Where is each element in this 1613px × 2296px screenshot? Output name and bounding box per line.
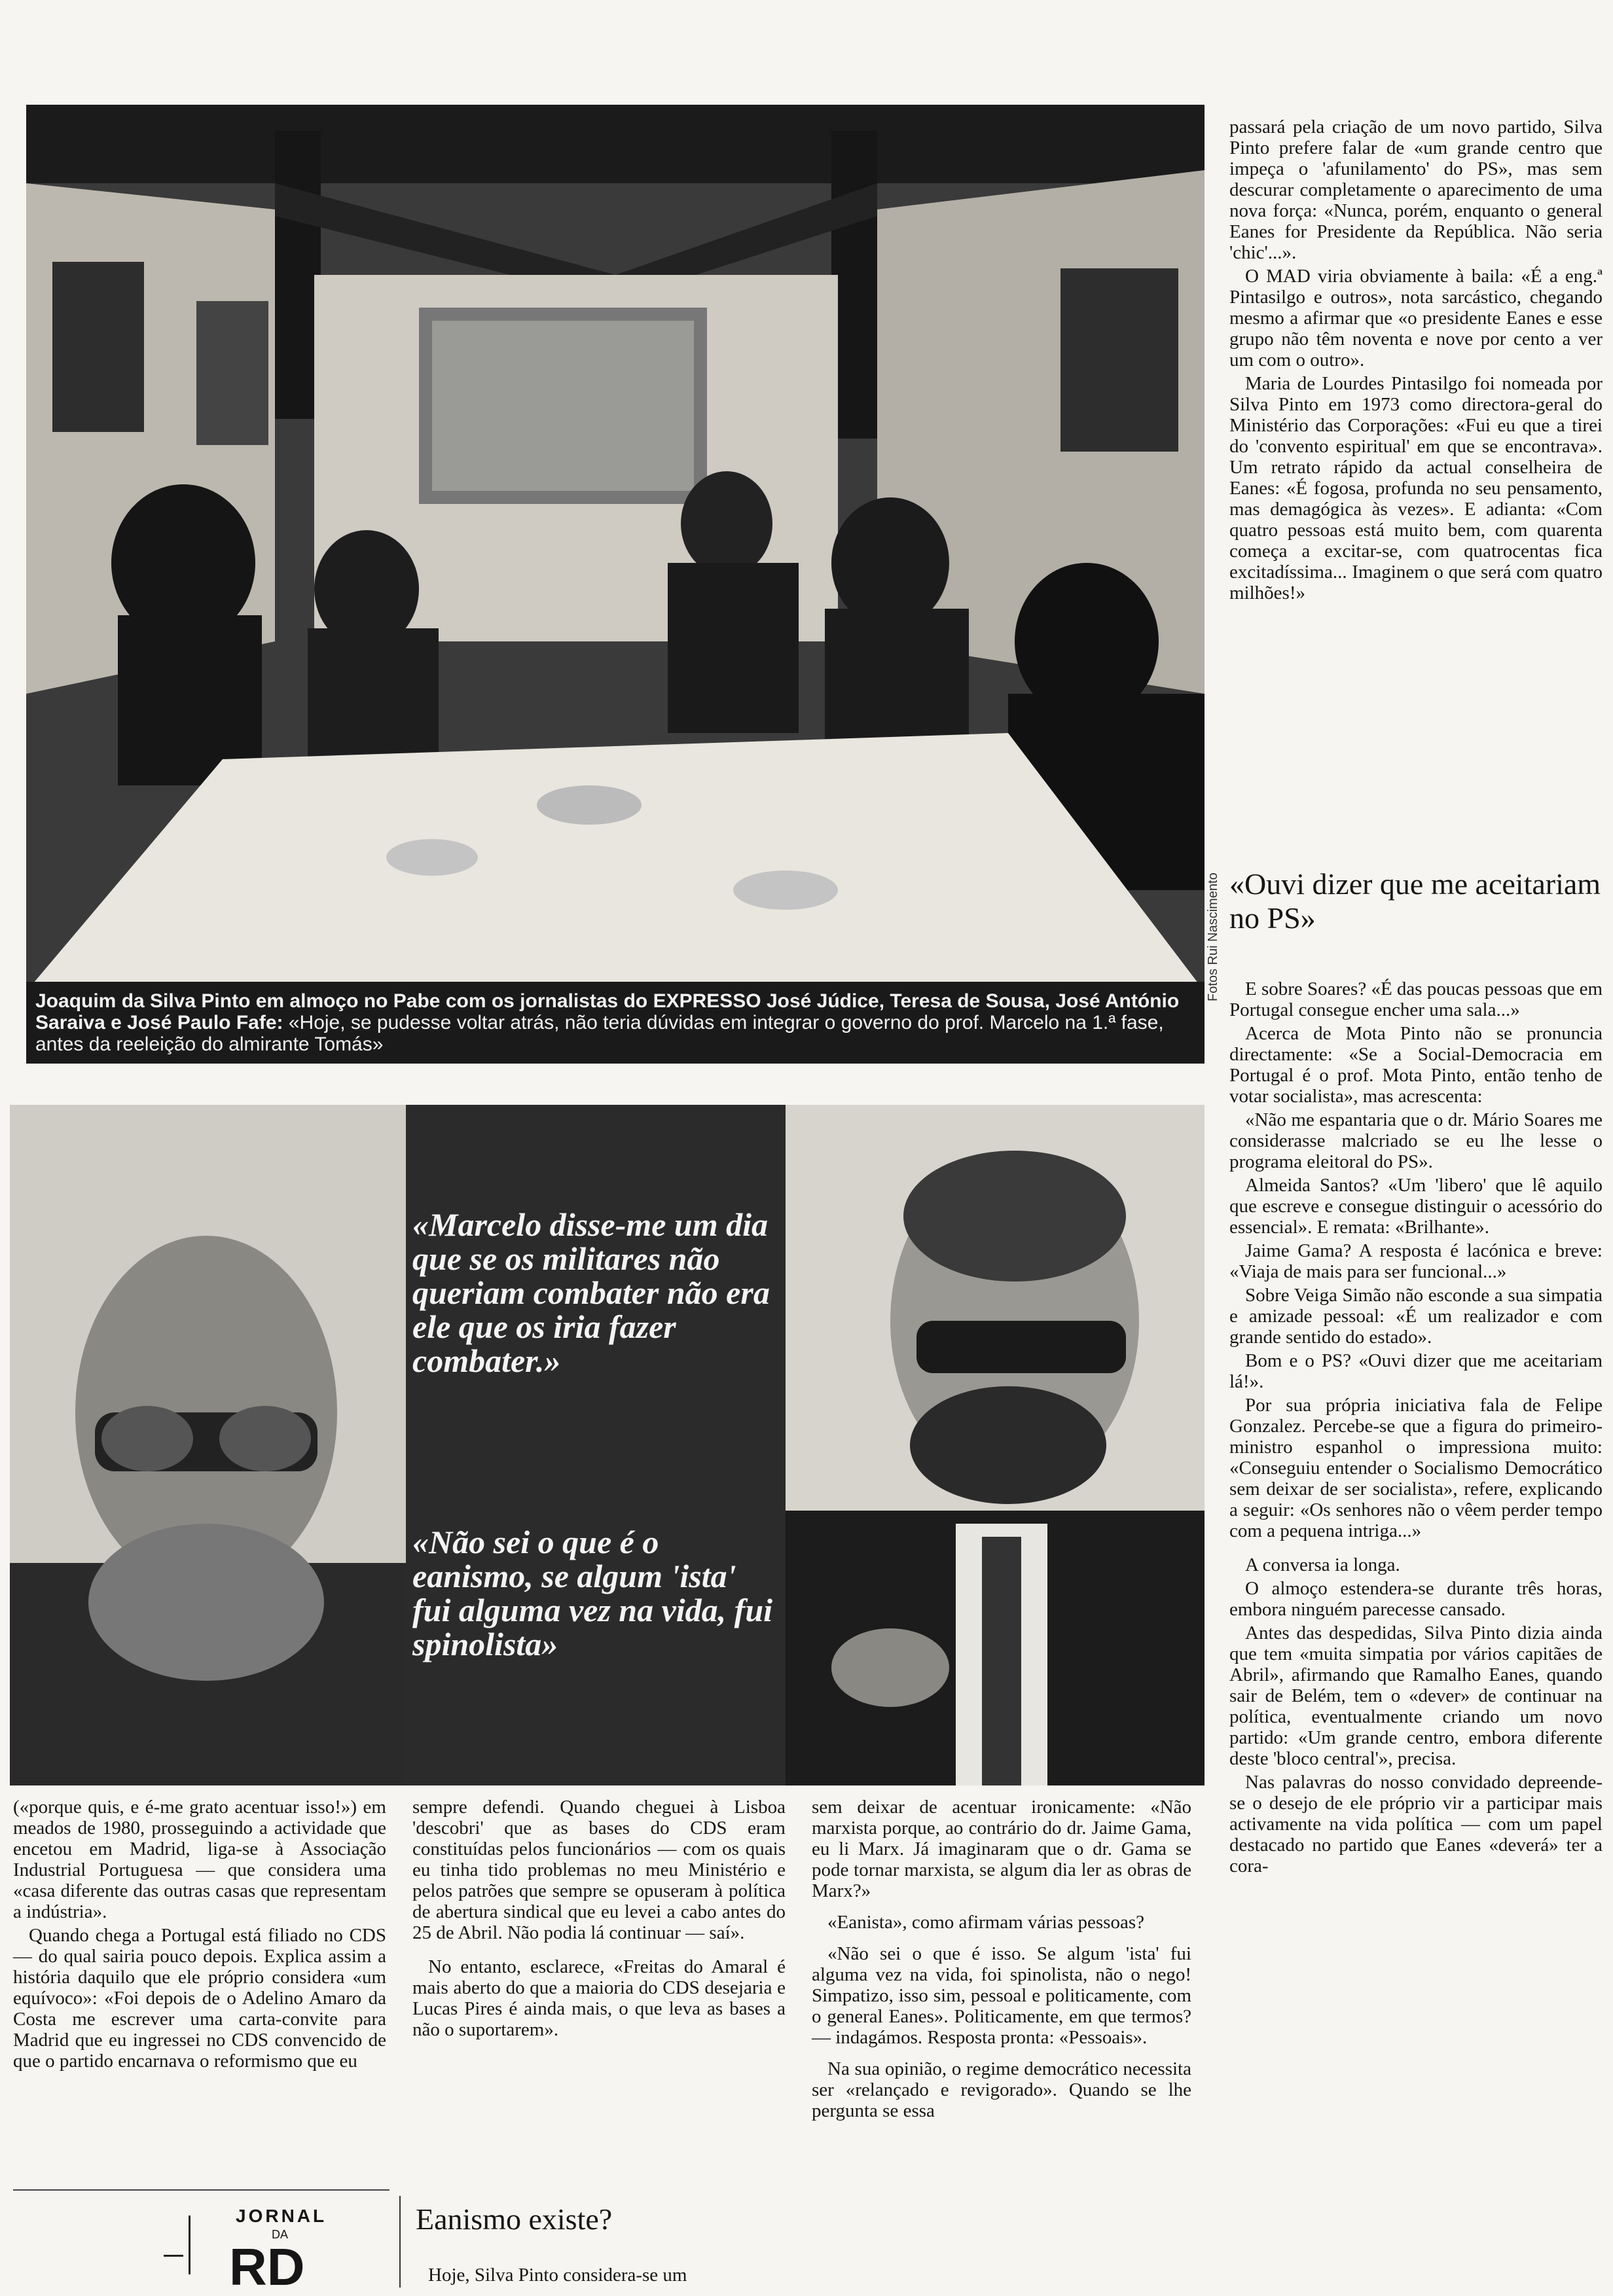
column-rule — [13, 2189, 390, 2191]
rc-paragraph: «Não me espantaria que o dr. Mário Soares me considerasse malcriado se eu lhe lesse o programa eleitoral do PS». — [1229, 1109, 1603, 1172]
bottom-column-1 — [13, 1797, 386, 2074]
rc-paragraph: Almeida Santos? «Um 'libero' que lê aquilo que escreve e consegue distinguir o acessório do essencial». E remata: «Brilhante». — [1229, 1175, 1603, 1238]
right-column-lower — [1229, 978, 1603, 1879]
rc-paragraph: Antes das despedidas, Silva Pinto dizia ainda que tem «muita simpatia por vários capitães de Abril», afirmando que Ramalho Eanes, quando sair de Belém, tem o «dever» de continuar na política, eventualmente criando um novo partido: «Um grande centro, embora diferente deste 'bloco central'», precisa. — [1229, 1623, 1603, 1769]
bc2-paragraph: No entanto, esclarece, «Freitas do Amaral é mais aberto do que a maioria do CDS desejaria e Lucas Pires é ainda mais, o que leva as bases a não o suportarem». — [412, 1956, 786, 2040]
top-photo — [26, 105, 1205, 992]
left-portrait-photo — [10, 1105, 406, 1785]
rc-paragraph: E sobre Soares? «É das poucas pessoas que em Portugal consegue encher uma sala...» — [1229, 978, 1603, 1020]
bc2-paragraph: sempre defendi. Quando cheguei à Lisboa 'descobri' que as bases do CDS eram constituídas pelos funcionários — com os quais eu tinha tido problemas no meu Ministério e pelos patrões que sempre se opuseram à política de abertura sindical que eu levei a cabo antes do 25 de Abril. Não podia lá continuar — saí». — [412, 1797, 786, 1943]
bc2-paragraph: Hoje, Silva Pinto considera-se um — [428, 2265, 687, 2286]
pull-quote-marcelo: «Marcelo disse-me um dia que se os militares não queriam combater não era ele que os iria fazer combater.» — [412, 1206, 770, 1379]
logo-dash — [164, 2255, 183, 2257]
right-subhead: «Ouvi dizer que me aceitariam no PS» — [1229, 867, 1601, 935]
bottom-column-2 — [412, 1797, 786, 2043]
logo-letters: RD — [229, 2238, 305, 2296]
rc-paragraph: passará pela criação de um novo partido, Silva Pinto prefere falar de «um grande centro que impeça o 'afunilamento' do PS», mas sem descurar completamente o aparecimento de uma nova força: «Nunca, porém, enquanto o general Eanes for Presidente da República. Não seria 'chic'...». — [1229, 117, 1603, 263]
bc3-paragraph: «Não sei o que é isso. Se algum 'ista' fui alguma vez na vida, foi spinolista, não o nego! Simpatizo, isso sim, pessoal e politicamente, com o general Eanes». Politicamente, em que termos? — indagámos. Resposta pronta: «Pessoais». — [812, 1943, 1191, 2048]
restaurant-lunch-photo — [26, 105, 1205, 992]
bc1-paragraph: Quando chega a Portugal está filiado no CDS — do qual sairia pouco depois. Explica assim a história daquilo que ele próprio considera «um equívoco»: «Foi depois de o Adelino Amaro da Costa me escrever uma carta-convite para Madrid que eu ingressei no CDS convencido de que o partido encarnava o reformismo que eu — [13, 1925, 386, 2072]
rc-paragraph: Nas palavras do nosso convidado depreende-se o desejo de ele próprio vir a participar mais activamente na vida política — com um papel destacado no partido que Eanes «deverá» ter a cora- — [1229, 1772, 1603, 1876]
portrait-hands-photo — [10, 1105, 406, 1785]
bc3-paragraph: «Eanista», como afirmam várias pessoas? — [827, 1912, 1144, 1933]
bc3-paragraph: Na sua opinião, o regime democrático necessita ser «relançado e revigorado». Quando se lhe pergunta se essa — [812, 2058, 1191, 2121]
right-column — [1229, 117, 1603, 606]
bottom-column-3 — [812, 1797, 1191, 2124]
rc-paragraph: Por sua própria iniciativa fala de Felipe Gonzalez. Percebe-se que a figura do primeiro-ministro espanhol o impressiona muito: «Conseguiu entender o Socialismo Democrático sem deixar de ser socialista», refere, explicando a seguir: «Os senhores não o vêem perder tempo com a pequena intriga...» — [1229, 1395, 1603, 1541]
bc1-paragraph: («porque quis, e é-me grato acentuar isso!») em meados de 1980, prosseguindo a actividade que encetou em Madrid, liga-se à Associação Industrial Portuguesa — que considera uma «casa diferente das outras casas que representam a indústria». — [13, 1797, 386, 1922]
rc-paragraph: O MAD viria obviamente à baila: «É a eng.ª Pintasilgo e outros», nota sarcástico, chegando mesmo a afirmar que «o presidente Eanes e esse grupo não têm noventa e nove por cento a ver um com o outro». — [1229, 266, 1603, 370]
rc-paragraph: Maria de Lourdes Pintasilgo foi nomeada por Silva Pinto em 1973 como directora-geral do Ministério das Corporações: «Fui eu que a tirei do 'convento espiritual' em que se encontrava». Um retrato rápido da actual conselheira de Eanes: «É fogosa, profunda no seu pensamento, mas demagógica às vezes». E adianta: «Com quatro pessoas está muito bem, com quarenta começa a excitar-se, com quatrocentas fica excitadíssima... Imaginem o que será com quatro milhões!» — [1229, 373, 1603, 603]
bc3-paragraph: sem deixar de acentuar ironicamente: «Não marxista porque, ao contrário do dr. Jaime Gama, eu li Marx. Já imaginaram que o dr. Gama se pode tornar marxista, se algum dia ler as obras de Marx?» — [812, 1797, 1191, 1901]
caption-lead: Joaquim da Silva Pinto em almoço no Pabe com os jornalistas do EXPRESSO José Júdice, Teresa de Sousa, José António Saraiva e José Paulo Fafe: — [35, 990, 1180, 1033]
logo-bar — [189, 2215, 190, 2274]
caption-quote: «Hoje, se pudesse voltar atrás, não teria dúvidas em integrar o governo do prof. Marcelo na 1.ª fase, antes da reeleição do almirante Tomás» — [35, 1012, 1164, 1055]
portrait-smiling-photo — [786, 1105, 1205, 1785]
newspaper-logo — [209, 2206, 373, 2296]
pull-quote-eanismo: «Não sei o que é o eanismo, se algum 'ista' fui alguma vez na vida, fui spinolista» — [412, 1524, 773, 1662]
bottom-column-2-tail — [412, 2265, 786, 2288]
rc-paragraph: A conversa ia longa. — [1245, 1554, 1400, 1575]
logo-middle-text: DA — [272, 2228, 289, 2241]
rc-paragraph: Bom e o PS? «Ouvi dizer que me aceitariam lá!». — [1229, 1350, 1603, 1392]
rc-paragraph: Jaime Gama? A resposta é lacónica e breve: «Viaja de mais para ser funcional...» — [1229, 1240, 1603, 1282]
column-rule — [399, 2196, 401, 2287]
right-portrait-photo — [786, 1105, 1205, 1785]
bottom-subhead: Eanismo existe? — [416, 2202, 613, 2236]
logo-top-text: JORNAL — [236, 2206, 327, 2226]
photo-credit: Fotos Rui Nascimento — [1206, 872, 1220, 1001]
top-photo-caption-box — [26, 985, 1205, 1064]
rc-paragraph: O almoço estendera-se durante três horas, embora ninguém parecesse cansado. — [1229, 1578, 1603, 1620]
rc-paragraph: Sobre Veiga Simão não esconde a sua simpatia e amizade pessoal: «É um realizador e com grande sentido do estado». — [1229, 1285, 1603, 1348]
rc-paragraph: Acerca de Mota Pinto não se pronuncia directamente: «Se a Social-Democracia em Portugal é o prof. Mota Pinto, então tenho de votar socialista», mas acrescenta: — [1229, 1023, 1603, 1107]
